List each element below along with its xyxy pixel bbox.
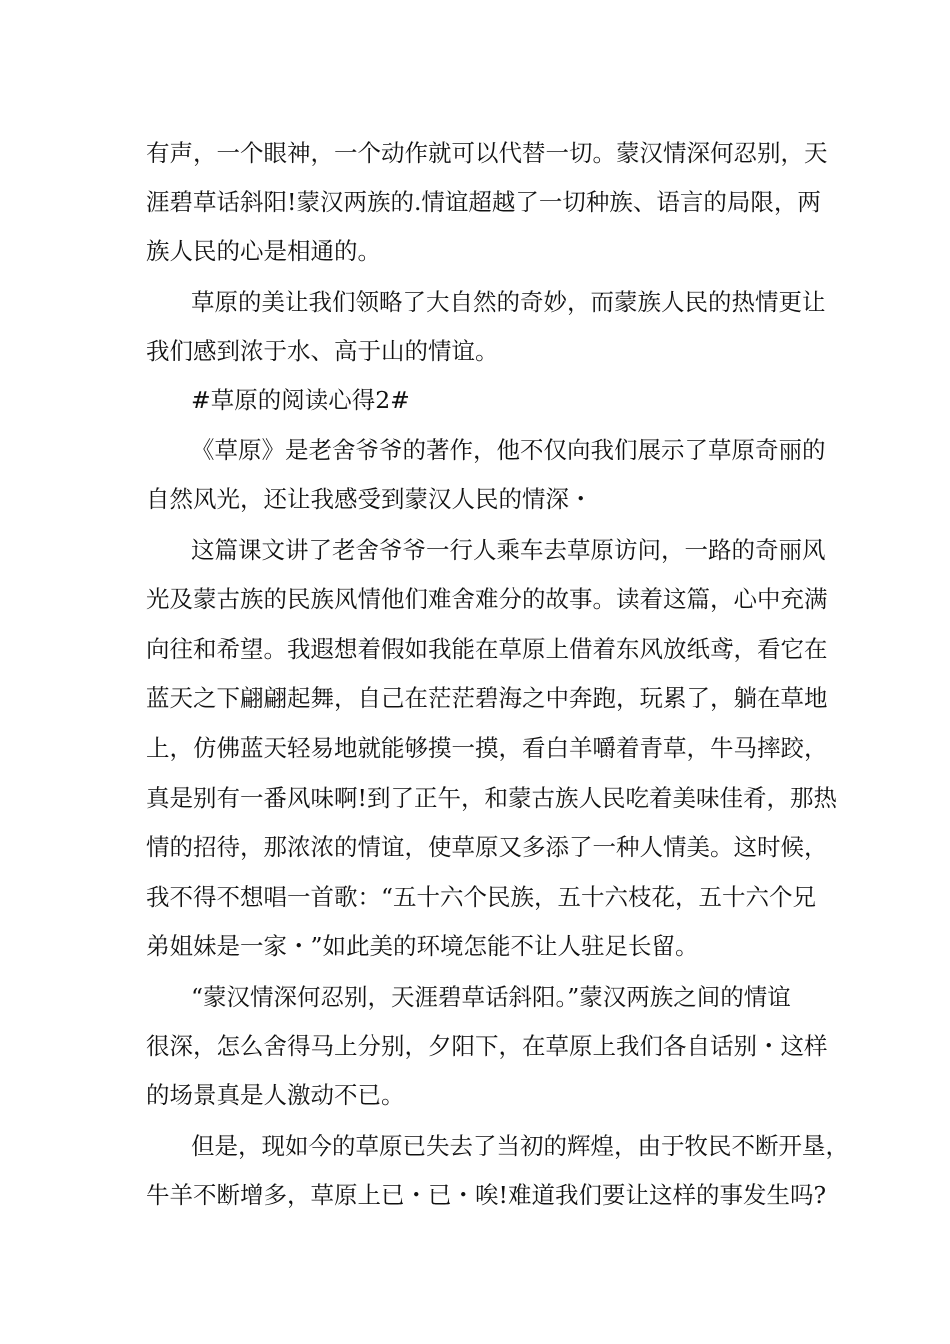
text-line: 草原的美让我们领略了大自然的奇妙，而蒙族人民的热情更让 xyxy=(191,288,826,316)
text-line: 我不得不想唱一首歌：“五十六个民族，五十六枝花，五十六个兄 xyxy=(146,883,817,911)
text-line: 的场景真是人激动不已。 xyxy=(146,1081,405,1109)
text-line: 真是别有一番风味啊!到了正午，和蒙古族人民吃着美味佳肴，那热 xyxy=(146,784,837,812)
text-line: 这篇课文讲了老舍爷爷一行人乘车去草原访问，一路的奇丽风 xyxy=(191,536,826,564)
text-line: 自然风光，还让我感受到蒙汉人民的情深・ xyxy=(146,485,593,513)
section-heading: #草原的阅读心得2# xyxy=(191,386,410,414)
text-line: 弟姐妹是一家・”如此美的环境怎能不让人驻足长留。 xyxy=(146,932,699,960)
text-line: “蒙汉情深何忍别，天涯碧草话斜阳。”蒙汉两族之间的情谊 xyxy=(191,983,791,1011)
text-line: 很深，怎么舍得马上分别，夕阳下，在草原上我们各自话别・这样 xyxy=(146,1032,828,1060)
text-line: 涯碧草话斜阳!蒙汉两族的.情谊超越了一切种族、语言的局限，两 xyxy=(146,188,821,216)
text-line: 我们感到浓于水、高于山的情谊。 xyxy=(146,337,499,365)
text-line: 情的招待，那浓浓的情谊，使草原又多添了一种人情美。这时候， xyxy=(146,833,828,861)
text-line: 牛羊不断增多，草原上已・已・唉!难道我们要让这样的事发生吗? xyxy=(146,1181,827,1209)
text-line: 《草原》是老舍爷爷的著作，他不仅向我们展示了草原奇丽的 xyxy=(191,436,826,464)
text-line: 但是，现如今的草原已失去了当初的辉煌，由于牧民不断开垦， xyxy=(191,1132,849,1160)
text-line: 族人民的心是相通的。 xyxy=(146,237,381,265)
text-line: 光及蒙古族的民族风情他们难舍难分的故事。读着这篇，心中充满 xyxy=(146,585,828,613)
text-line: 蓝天之下翩翩起舞，自己在茫茫碧海之中奔跑，玩累了，躺在草地 xyxy=(146,684,828,712)
text-line: 有声，一个眼神，一个动作就可以代替一切。蒙汉情深何忍别，天 xyxy=(146,139,828,167)
text-line: 向往和希望。我遐想着假如我能在草原上借着东风放纸鸢，看它在 xyxy=(146,635,828,663)
text-line: 上，仿佛蓝天轻易地就能够摸一摸，看白羊嚼着青草，牛马摔跤， xyxy=(146,734,828,762)
